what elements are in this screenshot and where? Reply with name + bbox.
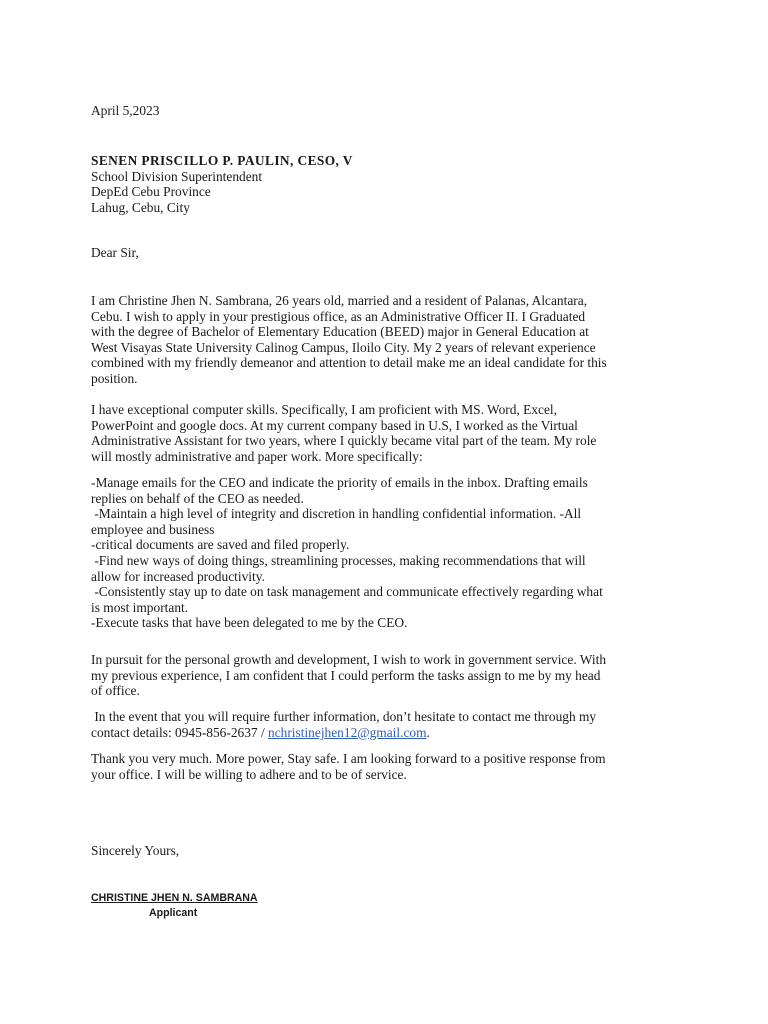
paragraph-line: PowerPoint and google docs. At my current company based in U.S, I worked as the Virtual [91,417,578,433]
paragraph-line: In the event that you will require further information, don’t hesitate to contact me through my [91,709,597,724]
duty-line: is most important. [91,599,189,615]
paragraph-line: West Visayas State University Calinog Campus, Iloilo City. My 2 years of relevant experience [91,339,596,355]
paragraph-line: will mostly administrative and paper work. More specifically: [91,448,423,464]
duty-line: employee and business [91,521,215,537]
recipient-line: Lahug, Cebu, City [91,199,190,215]
paragraph-line: I have exceptional computer skills. Specifically, I am proficient with MS. Word, Excel, [91,402,557,417]
duty-line: allow for increased productivity. [91,568,265,584]
paragraph-line: combined with my friendly demeanor and attention to detail make me an ideal candidate for this [91,355,607,371]
letter-date: April 5,2023 [91,103,160,118]
duty-line: -Manage emails for the CEO and indicate the priority of emails in the inbox. Drafting emails [91,475,588,490]
contact-suffix: . [426,724,430,740]
recipient-line: School Division Superintendent [91,168,263,184]
paragraph-thanks [91,751,681,782]
paragraph-line: position. [91,370,138,386]
paragraph-line: Thank you very much. More power, Stay safe. I am looking forward to a positive response from [91,751,606,766]
paragraph-line: Cebu. I wish to apply in your prestigious office, as an Administrative Officer II. I Graduated [91,308,586,324]
paragraph-contact [91,709,681,740]
paragraph-government-service [91,652,681,699]
paragraph-line: your office. I will be willing to adhere and to be of service. [91,766,407,782]
paragraph-line: my previous experience, I am confident that I could perform the tasks assign to me by my head [91,667,601,683]
paragraph-line: Administrative Assistant for two years, where I quickly became vital part of the team. My role [91,433,597,449]
paragraph-line: of office. [91,683,140,699]
paragraph-introduction [91,293,681,387]
salutation: Dear Sir, [91,245,139,260]
recipient-address [91,153,681,215]
contact-line [91,725,681,741]
duties-list [91,475,681,631]
duty-line: -critical documents are saved and filed properly. [91,537,350,553]
duty-line: -Execute tasks that have been delegated to me by the CEO. [91,615,408,631]
recipient-name: SENEN PRISCILLO P. PAULIN, CESO, V [91,153,353,168]
closing: Sincerely Yours, [91,843,180,858]
paragraph-line: I am Christine Jhen N. Sambrana, 26 years old, married and a resident of Palanas, Alcantara, [91,293,588,308]
paragraph-line: In pursuit for the personal growth and development, I wish to work in government service. With [91,652,607,667]
paragraph-line: with the degree of Bachelor of Elementary Education (BEED) major in General Education at [91,324,589,340]
signature-name: CHRISTINE JHEN N. SAMBRANA [91,892,258,904]
signature-title: Applicant [149,907,198,919]
duty-line: -Consistently stay up to date on task management and communicate effectively regarding what [91,584,603,600]
contact-prefix: contact details: 0945-856-2637 / [91,724,269,740]
recipient-line: DepEd Cebu Province [91,184,211,200]
duty-line: -Maintain a high level of integrity and discretion in handling confidential information. -All [91,506,582,522]
email-link[interactable]: nchristinejhen12@gmail.com [268,724,427,740]
duty-line: -Find new ways of doing things, streamlining processes, making recommendations that will [91,552,586,568]
paragraph-skills [91,402,681,464]
duty-line: replies on behalf of the CEO as needed. [91,490,304,506]
